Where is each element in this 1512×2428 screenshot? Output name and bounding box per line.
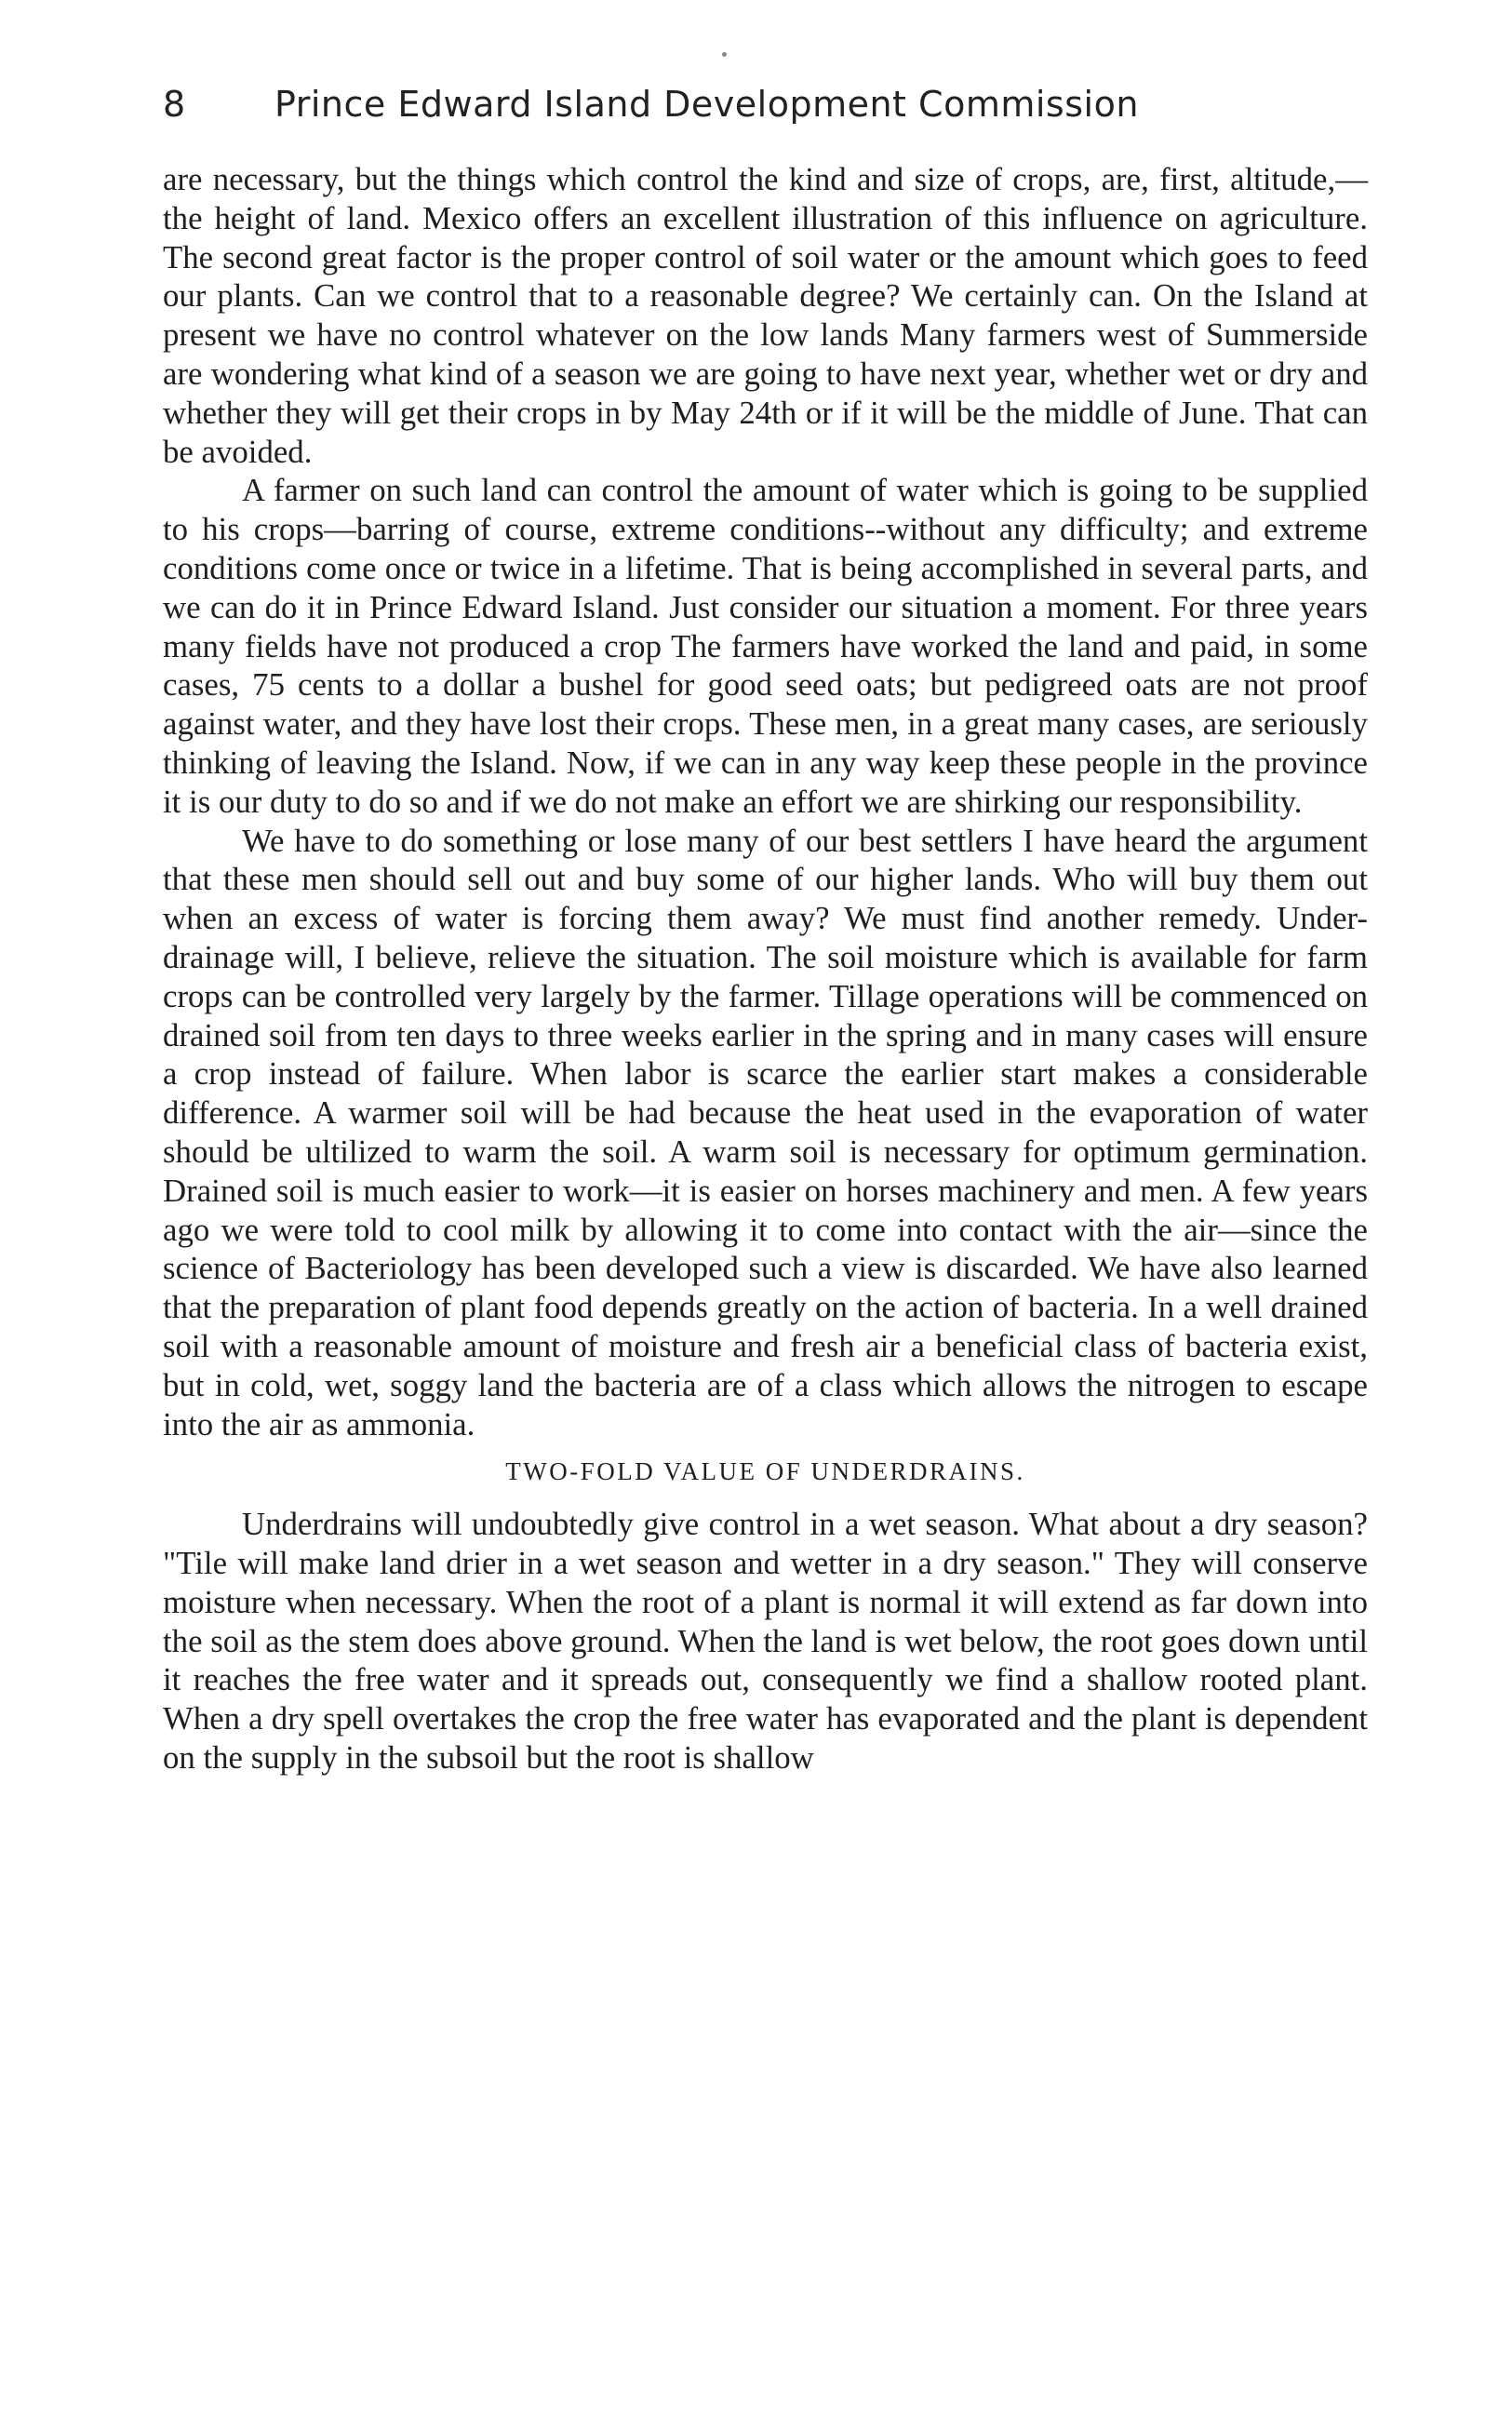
paragraph: Underdrains will undoubtedly give control in a wet season. What about a dry season? "Tile will make land drier in a wet season and wetter in a dry season." They will conserve moisture when necessary. When the root of a plant is normal it will extend as far down into the soil as the stem does above ground. When the land is wet below, the root goes down until it reaches the free water and it spreads out, consequently we find a shallow rooted plant. When a dry spell overtakes the crop the free water has evaporated and the plant is dependent on the supply in the subsoil but the root is shallow (163, 1506, 1368, 1777)
page-header (163, 84, 1368, 141)
paragraph: A farmer on such land can control the amount of water which is going to be supplied to his crops—barring of course, extreme conditions--without any difficulty; and extreme conditions come once or twice in a lifetime. That is being accomplished in several parts, and we can do it in Prince Edward Island. Just consider our situation a moment. For three years many fields have not produced a crop The farmers have worked the land and paid, in some cases, 75 cents to a dollar a bushel for good seed oats; but pedigreed oats are not proof against water, and they have lost their crops. These men, in a great many cases, are seriously thinking of leaving the Island. Now, if we can in any way keep these people in the province it is our duty to do so and if we do not make an effort we are shirking our responsibility. (163, 472, 1368, 820)
paragraph: We have to do something or lose many of our best settlers I have heard the argument that these men should sell out and buy some of our higher lands. Who will buy them out when an excess of water is forcing them away? We must find another remedy. Under-drainage will, I believe, relieve the situation. The soil moisture which is available for farm crops can be controlled very largely by the farmer. Tillage operations will be commenced on drained soil from ten days to three weeks earlier in the spring and in many cases will ensure a crop instead of failure. When labor is scarce the earlier start makes a considerable difference. A warmer soil will be had because the heat used in the evaporation of water should be ultilized to warm the soil. A warm soil is necessary for optimum germination. Drained soil is much easier to work—it is easier on horses machinery and men. A few years ago we were told to cool milk by allowing it to come into contact with the air—since the science of Bacteriology has been developed such a view is discarded. We have also learned that the preparation of plant food depends greatly on the action of bacteria. In a well drained soil with a reasonable amount of moisture and fresh air a beneficial class of bacteria exist, but in cold, wet, soggy land the bacteria are of a class which allows the nitrogen to escape into the air as ammonia. (163, 822, 1368, 1442)
page-number: 8 (163, 84, 186, 125)
paragraph-continued: are necessary, but the things which control the kind and size of crops, are, first, altitude,—the height of land. Mexico offers an excellent illustration of this influence on agriculture. The second great factor is the proper control of soil water or the amount which goes to feed our plants. Can we control that to a reasonable degree? We certainly can. On the Island at present we have no control whatever on the low lands Many farmers west of Summerside are wondering what kind of a season we are going to have next year, whether wet or dry and whether they will get their crops in by May 24th or if it will be the middle of June. That can be avoided. (163, 161, 1368, 470)
print-speck (722, 52, 727, 57)
running-title: Prince Edward Island Development Commission (274, 84, 1139, 125)
body-text (163, 160, 1368, 1777)
section-heading: TWO-FOLD VALUE OF UNDERDRAINS. (505, 1457, 1025, 1486)
